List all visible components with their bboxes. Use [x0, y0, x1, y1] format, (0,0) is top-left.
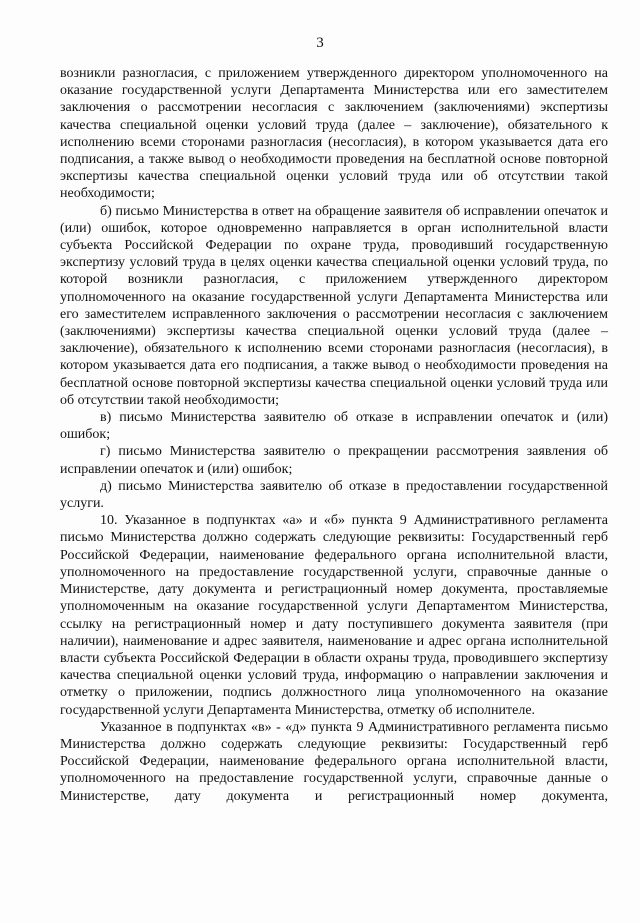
paragraph-clause-10: 10. Указанное в подпунктах «а» и «б» пункта 9 Административного регламента письмо Министерства должно содержать следующие реквизиты: Государственный герб Российской Федерации, наименование федерального органа исполнительной власти, уполномоченного на предоставление государственной услуги, справочные данные о Министерстве, дату документа и регистрационный номер документа, проставляемые уполномоченным на оказание государственной услуги Департаментом Министерства, ссылку на регистрационный номер и дату поступившего документа заявителя (при наличии), наименование и адрес заявителя, наименование и адрес органа исполнительной власти субъекта Российской Федерации в области охраны труда, проводившего экспертизу качества специальной оценки условий труда, информацию о направлении заключения и отметку о приложении, подпись должностного лица уполномоченного на оказание государственной услуги Департамента Министерства, отметку об исполнителе.: [60, 513, 608, 718]
paragraph-item-v: в) письмо Министерства заявителю об отказе в исправлении опечаток и (или) ошибок;: [60, 410, 608, 443]
paragraph-item-g: г) письмо Министерства заявителю о прекращении рассмотрения заявления об исправлении опечаток и (или) ошибок;: [60, 444, 608, 477]
paragraph-item-d: д) письмо Министерства заявителю об отказе в предоставлении государственной услуги.: [60, 478, 608, 512]
paragraph-item-b: б) письмо Министерства в ответ на обращение заявителя об исправлении опечаток и (или) ошибок, которое одновременно направляется в орган исполнительной власти субъекта Российской Федерации по охране труда, проводивший государственную экспертизу условий труда в целях оценки качества специальной оценки условий труда, по которой возникли разногласия, с приложением утвержденного директором уполномоченного на оказание государственной услуги Департамента Министерства или его заместителем исправленного заключения о рассмотрении несогласия с заключением (заключениями) экспертизы качества специальной оценки условий труда (далее – заключение), обязательного к исполнению всеми сторонами разногласия (несогласия), в котором указывается дата его подписания, а также вывод о необходимости проведения на бесплатной основе повторной экспертизы качества специальной оценки условий труда или об отсутствии такой необходимости;: [60, 203, 608, 408]
paragraph-continuation: возникли разногласия, с приложением утвержденного директором уполномоченного на оказание государственной услуги Департамента Министерства или его заместителем заключения о рассмотрении несогласия с заключением (заключениями) экспертизы качества специальной оценки условий труда (далее – заключение), обязательного к исполнению всеми сторонами разногласия (несогласия), в котором указывается дата его подписания, а также вывод о необходимости проведения на бесплатной основе повторной экспертизы качества специальной оценки условий труда или об отсутствии такой необходимости;: [60, 66, 608, 202]
document-body: [60, 65, 608, 805]
paragraph-clause-10-continued: Указанное в подпунктах «в» - «д» пункта 9 Административного регламента письмо Министерства должно содержать следующие реквизиты: Государственный герб Российской Федерации, наименование федерального органа исполнительной власти, уполномоченного на предоставление государственной услуги, справочные данные о Министерстве, дату документа и регистрационный номер документа,: [60, 719, 608, 804]
page-number: 3: [316, 35, 324, 51]
